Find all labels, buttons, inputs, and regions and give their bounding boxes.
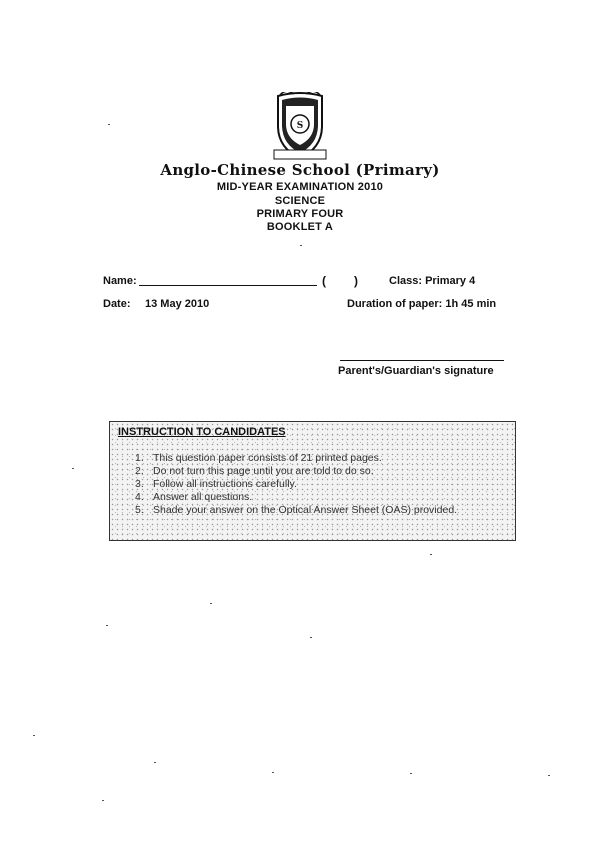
name-label: Name: — [103, 275, 137, 287]
scan-speck — [106, 625, 108, 626]
scan-speck — [108, 124, 110, 125]
school-name: Anglo-Chinese School (Primary) — [160, 161, 440, 179]
scan-speck — [310, 637, 312, 638]
index-number-paren-open: ( — [322, 274, 326, 288]
scan-speck — [72, 468, 74, 469]
signature-label: Parent's/Guardian's signature — [338, 365, 494, 377]
duration-label: Duration of paper: 1h 45 min — [347, 298, 497, 310]
scan-speck — [548, 775, 550, 776]
level-title: PRIMARY FOUR — [256, 208, 344, 220]
scan-speck — [300, 245, 302, 246]
scan-speck — [272, 772, 274, 773]
date-label: Date: — [103, 298, 131, 310]
index-number-paren-close: ) — [354, 274, 358, 288]
signature-line[interactable] — [340, 360, 504, 361]
exam-title: MID-YEAR EXAMINATION 2010 — [216, 181, 384, 193]
instructions-title: INSTRUCTION TO CANDIDATES — [118, 426, 286, 438]
scan-speck — [102, 800, 104, 801]
scan-speck — [430, 554, 432, 555]
scan-speck — [33, 735, 35, 736]
scan-speck — [410, 773, 412, 774]
name-field-line[interactable] — [139, 285, 317, 286]
school-crest-logo — [272, 92, 328, 164]
subject-title: SCIENCE — [274, 195, 326, 207]
date-value: 13 May 2010 — [145, 298, 210, 310]
booklet-title: BOOKLET A — [266, 221, 334, 233]
svg-text:S: S — [296, 121, 304, 131]
class-label: Class: Primary 4 — [389, 275, 476, 287]
exam-cover-page: S Anglo-Chinese School (Primary) MID-YEAR EXAMINATION 2010 SCIENCE PRIMARY FOUR BOOKLET A Name: ( ) Class: Primary 4 Date: 13 May 2010 Duration of paper: 1h 45 min Parent's/Guardian's signature INSTRUCTION TO CANDIDATES 1. This question paper consists of 21 printed pages. 2. Do not turn this page until you are told to do so. 3. Follow all instructions carefully. 4. Answer all questions. 5. Shade your answer on the Optical Answer Sheet (OAS) provided. — [0, 0, 600, 849]
scan-speck — [210, 603, 212, 604]
scan-speck — [154, 762, 156, 763]
